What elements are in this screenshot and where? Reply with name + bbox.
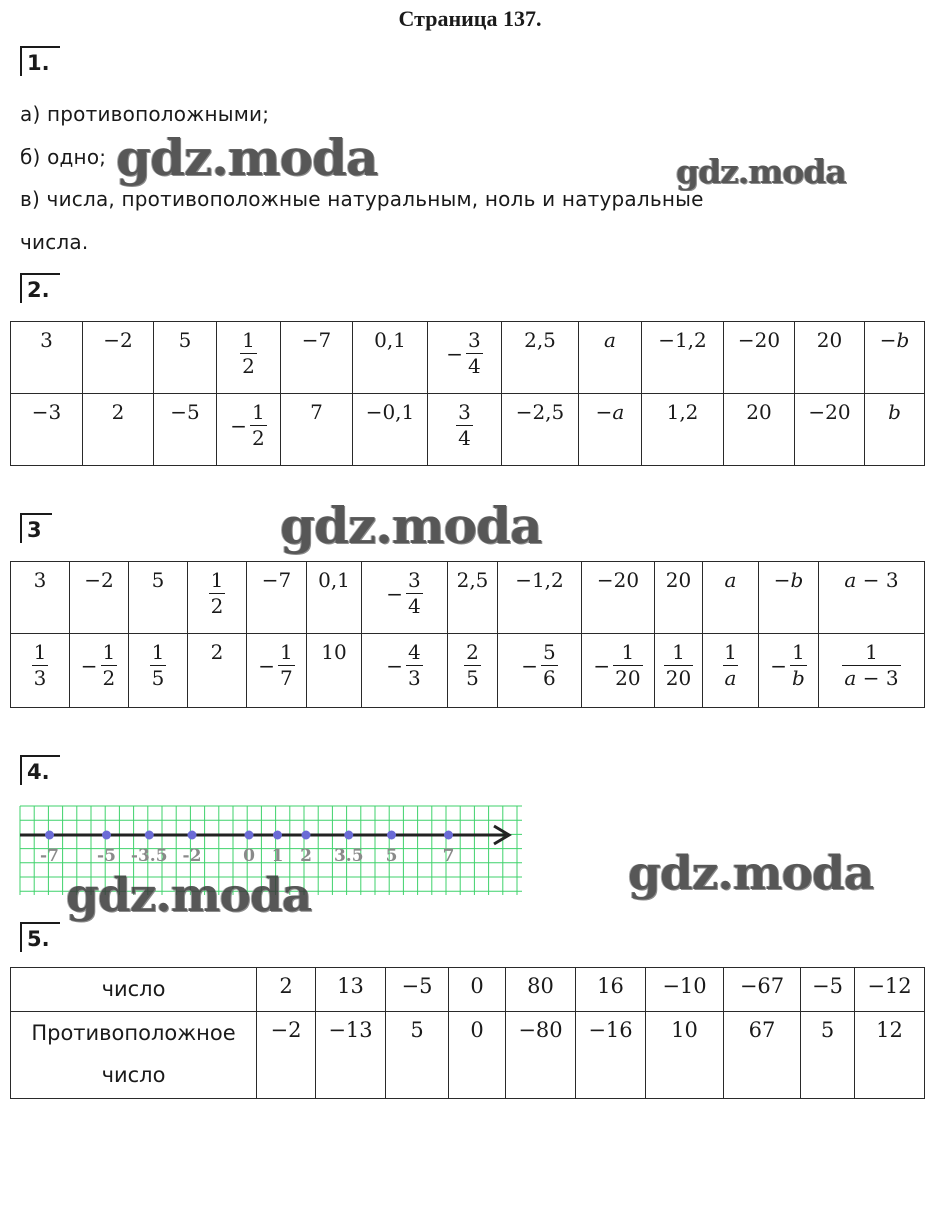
task-3-number: 3 xyxy=(20,513,52,543)
task-5-cell-number: 13 xyxy=(316,968,386,1012)
task-5-cell-opposite: −2 xyxy=(257,1012,316,1099)
task-5-cell-number: 0 xyxy=(449,968,506,1012)
task-5-cell-opposite: −80 xyxy=(506,1012,576,1099)
task-5-row-number xyxy=(11,968,925,1012)
task-5-cell-number: −67 xyxy=(724,968,801,1012)
task-2-cell-number: −7 xyxy=(281,322,353,394)
task-3-cell-number: −7 xyxy=(247,562,307,634)
task-5-cell-number: 80 xyxy=(506,968,576,1012)
task-2-cell-number: −2 xyxy=(83,322,154,394)
task-5-cell-opposite: 67 xyxy=(724,1012,801,1099)
task-5-label-number: число xyxy=(11,968,257,1012)
task-3-cell-reciprocal: 10 xyxy=(307,634,362,708)
number-point xyxy=(302,831,311,840)
task-2-cell-number: 0,1 xyxy=(353,322,428,394)
task-5-row-opposite xyxy=(11,1012,925,1099)
number-point xyxy=(102,831,111,840)
task-2-cell-number: 2,5 xyxy=(502,322,579,394)
number-point xyxy=(444,831,453,840)
task-5-cell-opposite: −16 xyxy=(576,1012,646,1099)
task-2-cell-opposite: 1,2 xyxy=(642,394,724,466)
task-3-cell-number: 20 xyxy=(655,562,703,634)
task-2-row-numbers xyxy=(11,322,925,394)
task-3-cell-reciprocal: $\frac{1}{a - 3}$ xyxy=(819,634,925,708)
task-2-cell-opposite: −0,1 xyxy=(353,394,428,466)
task-2-cell-number: − $\frac{3}{4}$ xyxy=(428,322,502,394)
task-3-cell-number: − $\frac{3}{4}$ xyxy=(362,562,448,634)
task-3-cell-reciprocal: − $\frac{1}{7}$ xyxy=(247,634,307,708)
point-label: 7 xyxy=(442,846,455,866)
number-point xyxy=(273,831,282,840)
point-label: 5 xyxy=(385,846,398,866)
task-5-cell-opposite: 5 xyxy=(386,1012,449,1099)
point-label: 0 xyxy=(243,846,255,866)
task-4-number: 4. xyxy=(20,755,60,785)
task-3-cell-number: −2 xyxy=(70,562,129,634)
task-2-cell-number: −1,2 xyxy=(642,322,724,394)
task-3-cell-reciprocal: − $\frac{1}{2}$ xyxy=(70,634,129,708)
watermark: gdz.moda xyxy=(116,128,378,187)
page-title: Страница 137. xyxy=(398,6,542,31)
task-2-table xyxy=(10,321,925,466)
task-3-row-numbers xyxy=(11,562,925,634)
task-2-cell-opposite: −3 xyxy=(11,394,83,466)
task-3-cell-reciprocal: $\frac{1}{3}$ xyxy=(11,634,70,708)
point-label: -2 xyxy=(182,846,202,866)
task-2-cell-opposite: $\frac{3}{4}$ xyxy=(428,394,502,466)
task-2-cell-opposite: 20 xyxy=(724,394,795,466)
task-2-cell-number: −20 xyxy=(724,322,795,394)
task-3-cell-number: $\frac{1}{2}$ xyxy=(188,562,247,634)
task-5-cell-number: −5 xyxy=(801,968,855,1012)
watermark: gdz.moda xyxy=(280,496,542,555)
task-3-row-reciprocals xyxy=(11,634,925,708)
task-1-answer-c: в) числа, противоположные натуральным, ноль и натуральные xyxy=(20,187,704,211)
point-label: 3.5 xyxy=(333,846,364,866)
task-3-cell-number: a xyxy=(703,562,759,634)
task-5-cell-opposite: 10 xyxy=(646,1012,724,1099)
point-label: -7 xyxy=(40,846,59,866)
task-3-cell-reciprocal: $\frac{1}{a}$ xyxy=(703,634,759,708)
task-3-cell-reciprocal: − $\frac{5}{6}$ xyxy=(498,634,582,708)
number-point xyxy=(145,831,154,840)
task-3-cell-reciprocal: − $\frac{4}{3}$ xyxy=(362,634,448,708)
task-2-cell-number: 5 xyxy=(154,322,217,394)
task-2-cell-opposite: 7 xyxy=(281,394,353,466)
task-1-answer-c-cont: числа. xyxy=(20,230,89,254)
task-3-cell-number: −20 xyxy=(582,562,655,634)
point-label: 1 xyxy=(271,846,284,866)
point-label: -3.5 xyxy=(130,846,168,866)
task-5-number: 5. xyxy=(20,922,60,952)
task-2-cell-opposite: −2,5 xyxy=(502,394,579,466)
task-5-table xyxy=(10,967,925,1099)
task-3-table xyxy=(10,561,925,708)
task-3-cell-reciprocal: 2 xyxy=(188,634,247,708)
task-3-cell-reciprocal: − $\frac{1}{20}$ xyxy=(582,634,655,708)
task-3-cell-reciprocal: $\frac{2}{5}$ xyxy=(448,634,498,708)
task-1-answer-b: б) одно; xyxy=(20,145,107,169)
watermark: gdz.moda xyxy=(676,152,846,191)
number-point xyxy=(387,831,396,840)
task-1-answer-a: а) противоположными; xyxy=(20,102,270,126)
task-3-cell-number: 2,5 xyxy=(448,562,498,634)
task-5-label-opposite: Противоположное число xyxy=(11,1012,257,1099)
task-5-cell-number: −5 xyxy=(386,968,449,1012)
task-3-cell-reciprocal: − $\frac{1}{b}$ xyxy=(759,634,819,708)
task-2-cell-number: $\frac{1}{2}$ xyxy=(217,322,281,394)
task-5-cell-number: 2 xyxy=(257,968,316,1012)
point-label: -5 xyxy=(97,846,116,866)
number-point xyxy=(45,831,54,840)
task-5-cell-number: −12 xyxy=(855,968,925,1012)
task-5-cell-opposite: 0 xyxy=(449,1012,506,1099)
watermark: gdz.moda xyxy=(628,846,874,901)
task-5-cell-number: −10 xyxy=(646,968,724,1012)
task-3-cell-number: −b xyxy=(759,562,819,634)
task-2-cell-number: 3 xyxy=(11,322,83,394)
task-5-cell-opposite: 5 xyxy=(801,1012,855,1099)
task-2-cell-opposite: − $\frac{1}{2}$ xyxy=(217,394,281,466)
task-2-cell-opposite: −a xyxy=(579,394,642,466)
task-2-cell-number: 20 xyxy=(795,322,865,394)
point-label: 2 xyxy=(300,846,312,866)
task-5-cell-opposite: 12 xyxy=(855,1012,925,1099)
task-3-cell-number: 5 xyxy=(129,562,188,634)
number-point xyxy=(188,831,197,840)
task-3-cell-reciprocal: $\frac{1}{5}$ xyxy=(129,634,188,708)
task-2-cell-opposite: b xyxy=(865,394,925,466)
task-3-cell-number: −1,2 xyxy=(498,562,582,634)
task-2-cell-number: −b xyxy=(865,322,925,394)
watermark: gdz.moda xyxy=(66,868,312,923)
number-point xyxy=(245,831,254,840)
task-3-cell-number: a − 3 xyxy=(819,562,925,634)
task-2-cell-number: a xyxy=(579,322,642,394)
task-1-number: 1. xyxy=(20,46,60,76)
task-2-cell-opposite: 2 xyxy=(83,394,154,466)
task-5-cell-opposite: −13 xyxy=(316,1012,386,1099)
task-2-cell-opposite: −20 xyxy=(795,394,865,466)
task-2-row-opposites xyxy=(11,394,925,466)
number-point xyxy=(344,831,353,840)
task-3-cell-number: 0,1 xyxy=(307,562,362,634)
task-2-number: 2. xyxy=(20,273,60,303)
task-2-cell-opposite: −5 xyxy=(154,394,217,466)
task-5-cell-number: 16 xyxy=(576,968,646,1012)
task-3-cell-number: 3 xyxy=(11,562,70,634)
task-3-cell-reciprocal: $\frac{1}{20}$ xyxy=(655,634,703,708)
